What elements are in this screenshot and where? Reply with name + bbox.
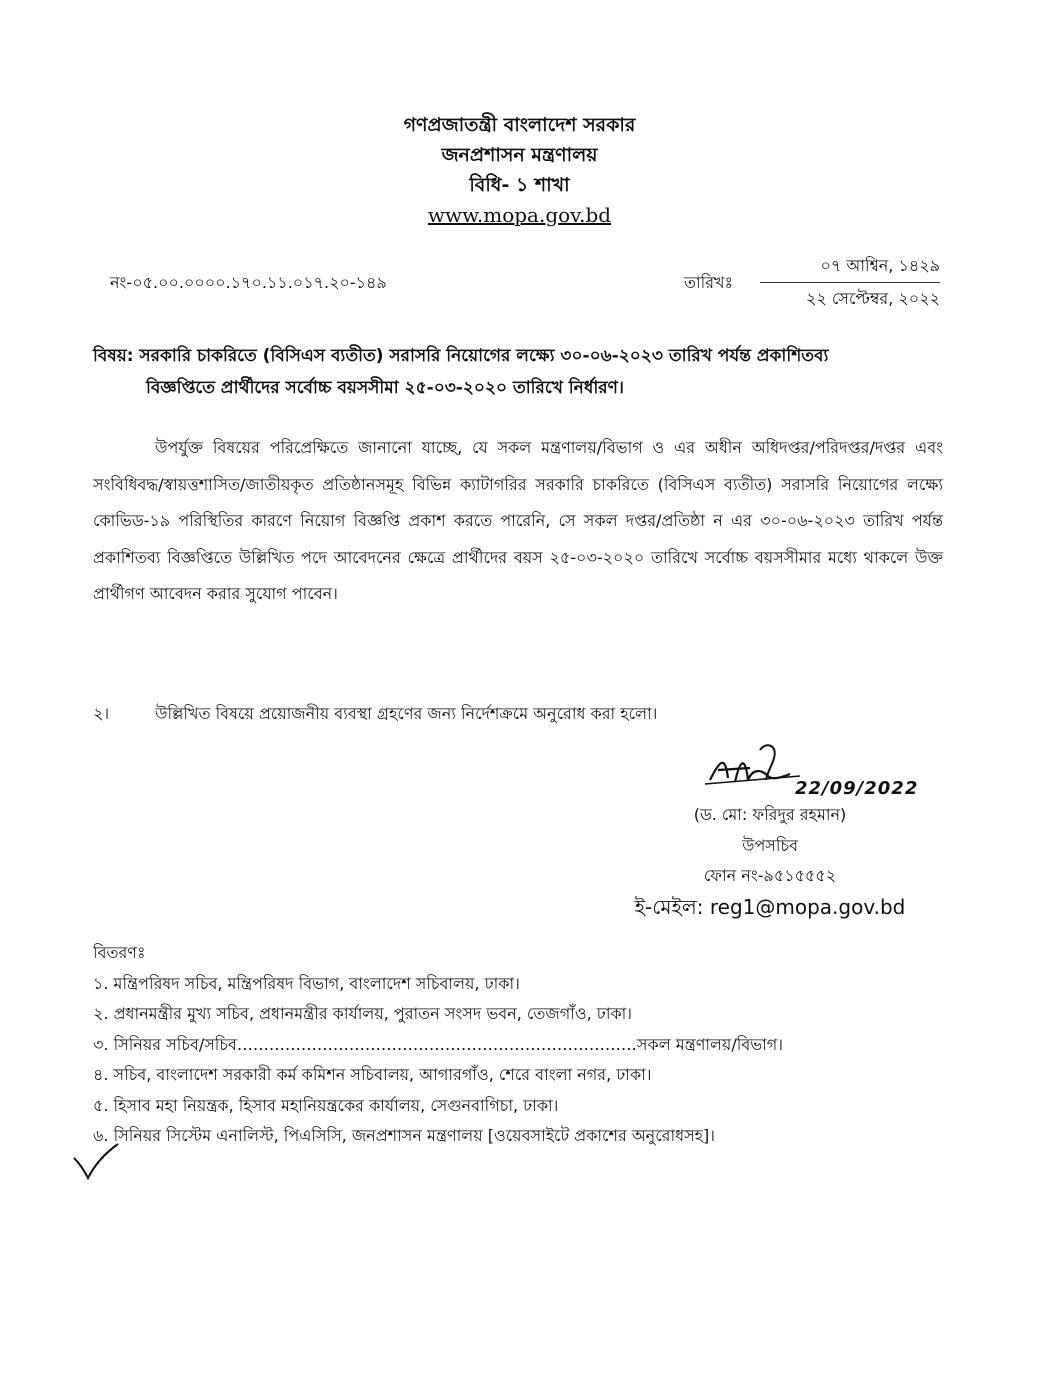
list-item: ৬. সিনিয়র সিস্টেম এনালিস্ট, পিএসিসি, জনপ্রশাসন মন্ত্রণালয় [ওয়েবসাইটে প্রকাশের অনুরোধসহ]। (93, 1126, 716, 1145)
letterhead (0, 110, 1039, 230)
tick-mark-icon (70, 1140, 120, 1190)
list-item: ১. মন্ত্রিপরিষদ সচিব, মন্ত্রিপরিষদ বিভাগ, বাংলাদেশ সচিবালয়, ঢাকা। (93, 973, 520, 993)
distribution-title: বিতরণঃ (93, 943, 146, 962)
list-item: ২. প্রধানমন্ত্রীর মুখ্য সচিব, প্রধানমন্ত্রীর কার্যালয়, পুরাতন সংসদ ভবন, তেজগাঁও, ঢাকা। (93, 1004, 633, 1023)
government-title: গণপ্রজাতন্ত্রী বাংলাদেশ সরকার (403, 114, 636, 136)
date-english: ২২ সেপ্টেম্বর, ২০২২ (806, 289, 940, 308)
list-item: ৪. সচিব, বাংলাদেশ সরকারী কর্ম কমিশন সচিবালয়, আগারগাঁও, শেরে বাংলা নগর, ঢাকা। (93, 1065, 652, 1084)
section-title: বিধি- ১ শাখা (469, 174, 570, 196)
body-paragraph-1: উপর্যুক্ত বিষয়ের পরিপ্রেক্ষিতে জানানো যাচ্ছে, যে সকল মন্ত্রণালয়/বিভাগ ও এর অধীন অধিদপ্তর/পরিদপ্তর/দপ্তর এবং সংবিধিবদ্ধ/স্বায়ত্তশাসিত/জাতীয়কৃত প্রতিষ্ঠানসমূহ বিভিন্ন ক্যাটাগরির সরকারি চাকরিতে (বিসিএস ব্যতীত) সরাসরি নিয়োগের লক্ষ্যে কোভিড-১৯ পরিস্থিতির কারণে নিয়োগ বিজ্ঞপ্তি প্রকাশ করতে পারেনি, সে সকল দপ্তর/প্রতিষ্ঠা ন এর ৩০-০৬-২০২৩ তারিখ পর্যন্ত প্রকাশিতব্য বিজ্ঞপ্তিতে উল্লিখিত পদে আবেদনের ক্ষেত্রে প্রার্থীদের বয়স ২৫-০৩-২০২০ তারিখে সর্বোচ্চ বয়সসীমার মধ্যে থাকলে উক্ত প্রার্থীগণ আবেদন করার সুযোগ পাবেন। (93, 438, 943, 603)
signature-date: 22/09/2022 (795, 778, 919, 799)
signatory-designation: উপসচিব (741, 835, 798, 855)
date-label: তারিখঃ (684, 273, 734, 292)
ministry-title: জনপ্রশাসন মন্ত্রণালয় (441, 144, 598, 166)
subject-line-1: বিষয়: সরকারি চাকরিতে (বিসিএস ব্যতীত) সরাসরি নিয়োগের লক্ষ্যে ৩০-০৬-২০২৩ তারিখ পর্যন্ত প্রকাশিতব্য (93, 346, 829, 366)
signatory-block (600, 800, 940, 922)
list-item: ৫. হিসাব মহা নিয়ন্ত্রক, হিসাব মহানিয়ন্ত্রকের কার্যালয়, সেগুনবাগিচা, ঢাকা। (93, 1095, 559, 1115)
memo-number: নং-০৫.০০.০০০০.১৭০.১১.০১৭.২০-১৪৯ (110, 273, 387, 292)
paragraph-number: ২। (93, 704, 110, 723)
website-link[interactable]: www.mopa.gov.bd (427, 203, 612, 227)
subject (93, 340, 943, 404)
signatory-email[interactable]: ই-মেইল: reg1@mopa.gov.bd (634, 894, 906, 919)
distribution-list (93, 938, 953, 1152)
date-bangla: ০৭ আশ্বিন, ১৪২৯ (760, 254, 940, 283)
date-block (760, 254, 940, 313)
list-item: ৩. সিনিয়র সচিব/সচিব…………………………………………………………………সকল মন্ত্রণালয়/বিভাগ। (93, 1034, 783, 1054)
body-paragraph-2 (93, 700, 943, 728)
signatory-phone: ফোন নং-৯৫১৫৫৫২ (703, 866, 837, 885)
signatory-name: (ড. মো: ফরিদুর রহমান) (693, 805, 847, 824)
paragraph-2-text: উল্লিখিত বিষয়ে প্রয়োজনীয় ব্যবস্থা গ্রহণের জন্য নির্দেশক্রমে অনুরোধ করা হলো। (155, 704, 658, 723)
subject-line-2: বিজ্ঞপ্তিতে প্রার্থীদের সর্বোচ্চ বয়সসীমা ২৫-০৩-২০২০ তারিখে নির্ধারণ। (146, 378, 624, 398)
